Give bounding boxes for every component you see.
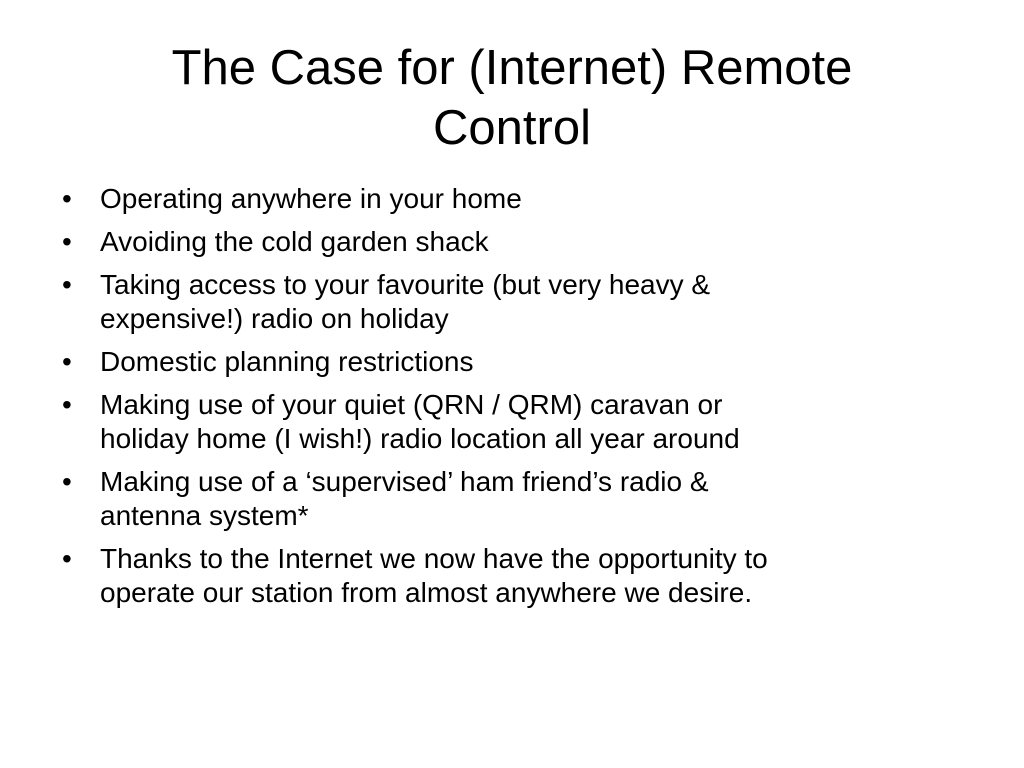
bullet-dot-icon: •	[62, 269, 72, 300]
bullet-text-line: holiday home (I wish!) radio location all year around	[100, 423, 740, 454]
bullet-text-line: Operating anywhere in your home	[100, 183, 522, 214]
bullet-text-line: Avoiding the cold garden shack	[100, 226, 489, 257]
bullet-text-line: Thanks to the Internet we now have the opportunity to	[100, 543, 768, 574]
bullet-text-line: operate our station from almost anywhere we desire.	[100, 577, 753, 608]
bullet-dot-icon: •	[62, 226, 72, 257]
slide-title	[50, 38, 974, 158]
bullet-dot-icon: •	[62, 543, 72, 574]
bullet-text-line: Making use of your quiet (QRN / QRM) caravan or	[100, 389, 723, 420]
bullet-item	[58, 542, 958, 610]
bullet-item	[58, 388, 958, 456]
bullet-item	[58, 268, 958, 336]
slide-title-line-2: Control	[433, 101, 591, 155]
bullet-item	[58, 182, 958, 216]
bullet-dot-icon: •	[62, 346, 72, 377]
bullet-text-line: antenna system*	[100, 500, 309, 531]
bullet-item	[58, 345, 958, 379]
bullet-dot-icon: •	[62, 389, 72, 420]
bullet-list	[58, 182, 958, 619]
bullet-item	[58, 225, 958, 259]
bullet-dot-icon: •	[62, 183, 72, 214]
bullet-text-line: expensive!) radio on holiday	[100, 303, 449, 334]
bullet-dot-icon: •	[62, 466, 72, 497]
slide-title-line-1: The Case for (Internet) Remote	[171, 41, 853, 95]
bullet-text-line: Making use of a ‘supervised’ ham friend’s radio &	[100, 466, 709, 497]
bullet-item	[58, 465, 958, 533]
bullet-text-line: Domestic planning restrictions	[100, 346, 474, 377]
bullet-text-line: Taking access to your favourite (but very heavy &	[100, 269, 711, 300]
